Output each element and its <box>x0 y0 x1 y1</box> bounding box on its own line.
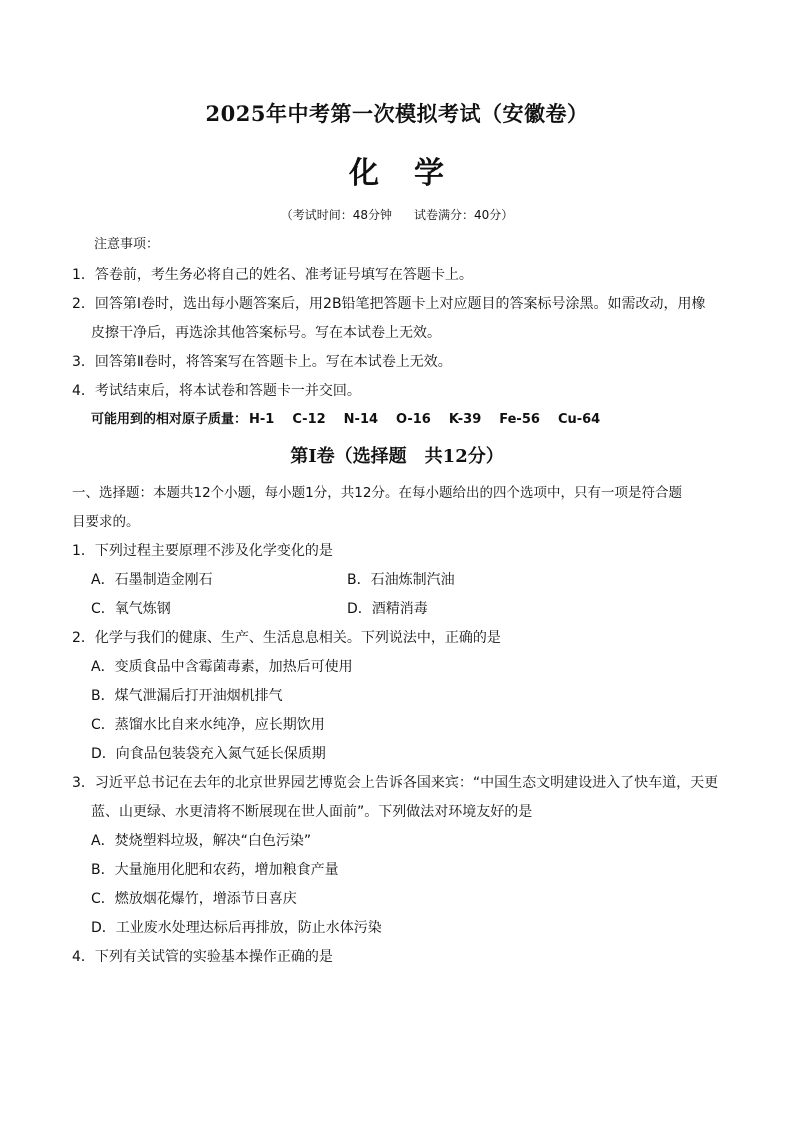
mass-cu: Cu-64 <box>557 412 601 427</box>
mass-n: N-14 <box>343 412 379 427</box>
question-3-stem-cont: 蓝、山更绿、水更清将不断展现在世人面前”。下列做法对环境友好的是 <box>91 804 533 820</box>
question-4-stem: 4．下列有关试管的实验基本操作正确的是 <box>72 949 333 965</box>
note-2: 2．回答第Ⅰ卷时，选出每小题答案后，用2B铅笔把答题卡上对应题目的答案标号涂黑。如需改动，用橡 <box>72 296 706 312</box>
mass-o: O-16 <box>396 412 431 427</box>
question-2-option-b: B．煤气泄漏后打开油烟机排气 <box>91 688 283 704</box>
note-2-cont: 皮擦干净后，再选涂其他答案标号。写在本试卷上无效。 <box>91 325 441 341</box>
subject-char-1: 化 <box>349 156 380 191</box>
question-1-option-c: C．氧气炼钢 <box>91 601 171 617</box>
note-1: 1．答卷前，考生务必将自己的姓名、准考证号填写在答题卡上。 <box>72 267 473 283</box>
exam-time: （考试时间：48分钟 <box>280 208 392 222</box>
section-instruction-cont: 目要求的。 <box>72 514 140 530</box>
subject-title <box>0 148 794 192</box>
exam-info <box>0 206 794 223</box>
question-3-option-d: D．工业废水处理达标后再排放，防止水体污染 <box>91 920 382 936</box>
subject-char-2: 学 <box>414 156 445 191</box>
mass-k: K-39 <box>448 412 482 427</box>
section-instruction: 一、选择题：本题共12个小题，每小题1分，共12分。在每小题给出的四个选项中，只有一项是符合题 <box>72 485 682 501</box>
question-1-stem: 1．下列过程主要原理不涉及化学变化的是 <box>72 543 333 559</box>
mass-fe: Fe-56 <box>499 412 540 427</box>
question-1-option-a: A．石墨制造金刚石 <box>91 572 213 588</box>
question-3-option-b: B．大量施用化肥和农药，增加粮食产量 <box>91 862 339 878</box>
question-2-option-a: A．变质食品中含霉菌毒素，加热后可使用 <box>91 659 353 675</box>
question-3-stem: 3．习近平总书记在去年的北京世界园艺博览会上告诉各国来宾：“中国生态文明建设进入了快车道，天更 <box>72 775 719 791</box>
notes-heading: 注意事项： <box>94 237 160 252</box>
question-2-option-d: D．向食品包装袋充入氮气延长保质期 <box>91 746 326 762</box>
note-4: 4．考试结束后，将本试卷和答题卡一并交回。 <box>72 383 361 399</box>
question-3-option-c: C．燃放烟花爆竹，增添节日喜庆 <box>91 891 297 907</box>
full-score: 试卷满分：40分） <box>414 208 514 222</box>
exam-title: 2025年中考第一次模拟考试（安徽卷） <box>205 101 589 126</box>
question-1-option-d: D．酒精消毒 <box>347 601 428 617</box>
mass-h: H-1 <box>249 412 275 427</box>
atomic-masses-label: 可能用到的相对原子质量： <box>91 412 248 427</box>
question-2-option-c: C．蒸馏水比自来水纯净，应长期饮用 <box>91 717 325 733</box>
note-3: 3．回答第Ⅱ卷时，将答案写在答题卡上。写在本试卷上无效。 <box>72 354 452 370</box>
question-2-stem: 2．化学与我们的健康、生产、生活息息相关。下列说法中，正确的是 <box>72 630 501 646</box>
question-1-option-b: B．石油炼制汽油 <box>347 572 455 588</box>
mass-c: C-12 <box>292 412 326 427</box>
atomic-masses <box>91 411 618 429</box>
section-title: 第Ⅰ卷（选择题 共12分） <box>290 446 504 467</box>
question-3-option-a: A．焚烧塑料垃圾，解决“白色污染” <box>91 833 312 849</box>
